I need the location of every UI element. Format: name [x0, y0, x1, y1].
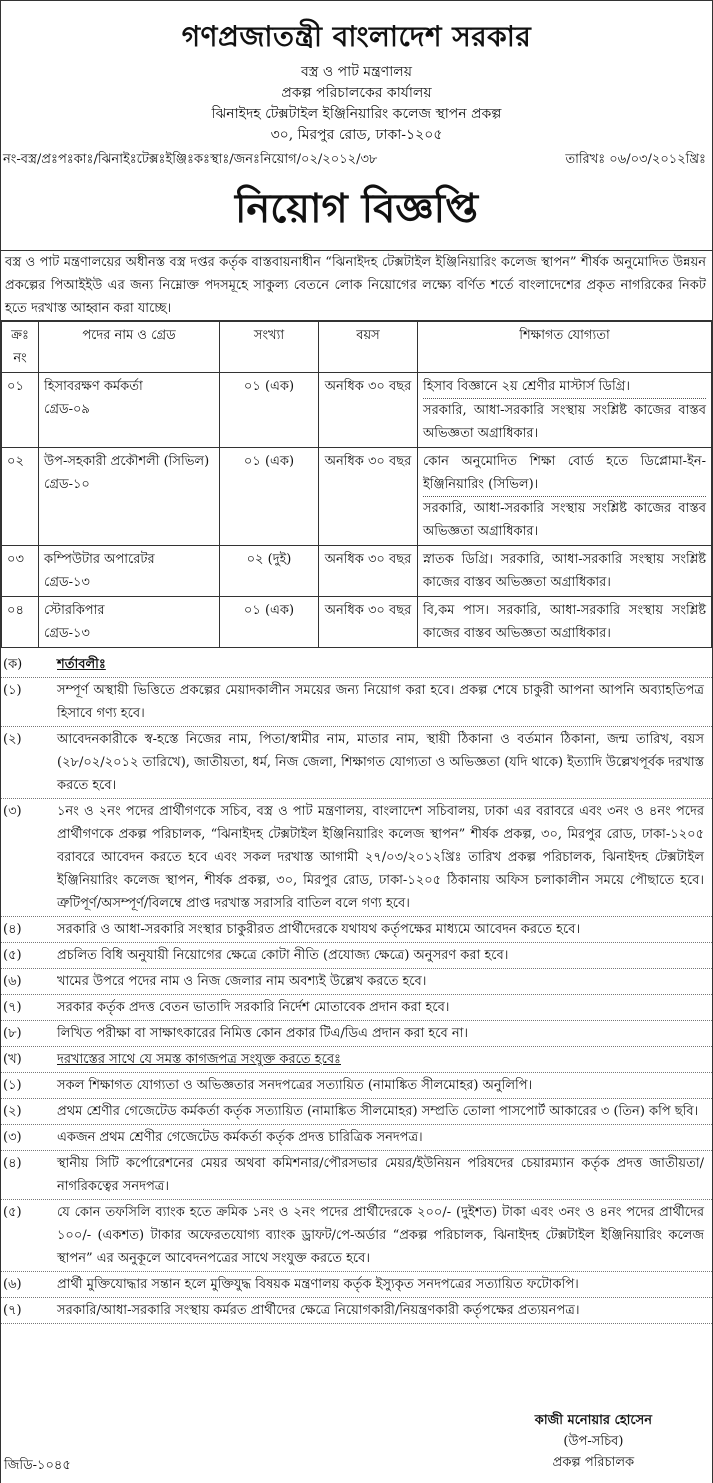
col-header-post: পদের নাম ও গ্রেড	[39, 322, 220, 373]
condition-item	[1, 799, 712, 917]
cell-serial: ০৪	[2, 597, 39, 648]
post-name: হিসাবরক্ষণ কর্মকর্তা	[44, 379, 143, 394]
letterhead	[1, 15, 712, 146]
condition-item	[1, 1021, 712, 1047]
item-number: (৫)	[3, 1205, 22, 1220]
cell-age: অনধিক ৩০ বছর	[319, 373, 418, 448]
attachment-item	[1, 1099, 712, 1125]
item-text: প্রচলিত বিধি অনুযায়ী নিয়োগের ক্ষেত্রে কোটা নীতি (প্রযোজ্য ক্ষেত্রে) অনুসরণ করা হবে।	[57, 948, 509, 963]
item-text: যে কোন তফসিলি ব্যাংক হতে ক্রমিক ১নং ও ২নং পদের প্রার্থীদেরকে ২০০/- (দুইশত) টাকা এবং ৩নং ও ৪নং পদের প্রার্থীদের ১০০/- (একশত) টাকার অফেরতযোগ্য ব্যাংক ড্রাফট/পে-অর্ডার “প্রকল্প পরিচালক, ঝিনাইদহ টেক্সটাইল ইঞ্জিনিয়ারিং কলেজ স্থাপন” এর অনুকূলে আবেদনপত্রের সাথে সংযুক্ত করতে হবে।	[57, 1205, 704, 1266]
table-row	[2, 597, 712, 648]
post-name: কম্পিউটার অপারেটর	[44, 552, 155, 567]
cell-post	[39, 373, 220, 448]
cell-qualification	[418, 448, 712, 546]
post-grade: গ্রেড-০৯	[44, 402, 90, 417]
conditions-section	[1, 652, 712, 1324]
item-text: ১নং ও ২নং পদের প্রার্থীগণকে সচিব, বস্ত্র ও পাট মন্ত্রণালয়, বাংলাদেশ সচিবালয়, ঢাকা এর বরাবরে এবং ৩নং ও ৪নং পদের প্রার্থীগণকে প্রকল্প পরিচালক, “ঝিনাইদহ টেক্সটাইল ইঞ্জিনিয়ারিং কলেজ স্থাপন” শীর্ষক প্রকল্প, ৩০, মিরপুর রোড, ঢাকা-১২০৫ বরাবরে আবেদন করতে হবে এবং সকল দরখাস্ত আগামী ২৭/০৩/২০১২খ্রিঃ তারিখ প্রকল্প পরিচালক, ঝিনাইদহ টেক্সটাইল ইঞ্জিনিয়ারিং কলেজ স্থাপন, শীর্ষক প্রকল্প, ৩০, মিরপুর রোড, ঢাকা-১২০৫ ঠিকানায় অফিস চলাকালীন সময়ে পৌছাতে হবে। ত্রুটিপূর্ণ/অসম্পূর্ণ/বিলম্বে প্রাপ্ত দরখাস্ত সরাসরি বাতিল বলে গণ্য হবে।	[57, 804, 704, 911]
office-address: ৩০, মিরপুর রোড, ঢাকা-১২০৫	[270, 127, 443, 143]
item-text: সরকারি/আধা-সরকারি সংস্থায় কর্মরত প্রার্থীদের ক্ষেত্রে নিয়োগকারী/নিয়ন্ত্রণকারী কর্তৃপক্ষের প্রত্যয়নপত্র।	[57, 1303, 580, 1318]
item-text: প্রার্থী মুক্তিযোদ্ধার সন্তান হলে মুক্তিযুদ্ধ বিষয়ক মন্ত্রণালয় কর্তৃক ইস্যুকৃত সনদপত্রের সত্যায়িত ফটোকপি।	[57, 1277, 579, 1292]
intro-paragraph: বস্ত্র ও পাট মন্ত্রণালয়ের অধীনস্ত বস্ত্র দপ্তর কর্তৃক বাস্তবায়নাধীন “ঝিনাইদহ টেক্সটাইল ইঞ্জিনিয়ারিং কলেজ স্থাপন” শীর্ষক অনুমোদিত উন্নয়ন প্রকল্পের পিআইইউ এর জন্য নিম্নোক্ত পদসমূহে সাকুল্য বেতনে লোক নিয়োগের লক্ষ্যে বর্ণিত শর্তে বাংলাদেশের প্রকৃত নাগরিকের নিকট হতে দরখাস্ত আহ্বান করা যাচ্ছে।	[1, 250, 712, 321]
item-number: (১)	[3, 1078, 22, 1093]
item-number: (৪)	[3, 1156, 22, 1171]
item-number: (৬)	[3, 1277, 22, 1292]
posts-table	[1, 321, 712, 648]
condition-item	[1, 727, 712, 799]
condition-item	[1, 969, 712, 995]
table-row	[2, 448, 712, 546]
item-number: (৮)	[3, 1026, 22, 1041]
cell-post	[39, 597, 220, 648]
cell-post	[39, 546, 220, 597]
ministry-name: বস্ত্র ও পাট মন্ত্রণালয়	[301, 64, 412, 80]
office-name: প্রকল্প পরিচালকের কার্যালয়	[281, 85, 432, 101]
cell-age: অনধিক ৩০ বছর	[319, 448, 418, 546]
item-number: (১)	[3, 683, 22, 698]
government-title: গণপ্রজাতন্ত্রী বাংলাদেশ সরকার	[181, 20, 532, 53]
item-text: সম্পূর্ণ অস্থায়ী ভিত্তিতে প্রকল্পের মেয়াদকালীন সময়ের জন্য নিয়োগ করা হবে। প্রকল্প শেষে চাকুরী আপনা আপনি অব্যাহতিপত্র হিসাবে গণ্য হবে।	[57, 683, 704, 721]
col-header-serial: ক্রঃ নং	[2, 322, 39, 373]
item-number: (৩)	[3, 1130, 22, 1145]
memo-number: নং-বস্ত্র/প্রঃপঃকাঃ/ঝিনাইঃটেক্সঃইঞ্জিঃকঃস্থাঃ/জনঃনিয়োগ/০২/২০১২/৩৮	[3, 152, 378, 167]
cell-count: ০১ (এক)	[220, 597, 319, 648]
item-text: খামের উপরে পদের নাম ও নিজ জেলার নাম অবশ্যই উল্লেখ করতে হবে।	[57, 974, 427, 989]
attachments-list	[1, 1073, 712, 1324]
item-text: একজন প্রথম শ্রেণীর গেজেটেড কর্মকর্তা কর্তৃক প্রদত্ত চারিত্রিক সনদপত্র।	[57, 1130, 423, 1145]
condition-item	[1, 917, 712, 943]
project-name: ঝিনাইদহ টেক্সটাইল ইঞ্জিনিয়ারিং কলেজ স্থাপন প্রকল্প	[211, 106, 502, 122]
signatory-role: প্রকল্প পরিচালক	[552, 1455, 635, 1470]
qualification-line: সরকারি, আধা-সরকারি সংস্থায় সংশ্লিষ্ট কাজের বাস্তব অভিজ্ঞতা অগ্রাধিকার।	[423, 403, 706, 441]
section-title: দরখাস্তের সাথে যে সমস্ত কাগজপত্র সংযুক্ত করতে হবেঃ	[57, 1052, 341, 1067]
col-header-count: সংখ্যা	[220, 322, 319, 373]
qualification-line: কোন অনুমোদিত শিক্ষা বোর্ড হতে ডিপ্লোমা-ইন-ইঞ্জিনিয়ারিং (সিভিল)।	[423, 454, 706, 492]
item-number: (২)	[3, 1104, 22, 1119]
conditions-list	[1, 678, 712, 1047]
cell-count: ০২ (দুই)	[220, 546, 319, 597]
cell-age: অনধিক ৩০ বছর	[319, 546, 418, 597]
post-grade: গ্রেড-১৩	[44, 626, 90, 641]
item-text: স্থানীয় সিটি কর্পোরেশনের মেয়র অথবা কমিশনার/পৌরসভার মেয়র/ইউনিয়ন পরিষদের চেয়ারম্যান কর্তৃক প্রদত্ত জাতীয়তা/নাগরিকত্বের সনদপত্র।	[57, 1156, 704, 1194]
condition-item	[1, 678, 712, 727]
item-number: (৭)	[3, 1303, 22, 1318]
post-grade: গ্রেড-১০	[44, 477, 90, 492]
attachment-item	[1, 1298, 712, 1324]
cell-age: অনধিক ৩০ বছর	[319, 597, 418, 648]
item-number: (২)	[3, 732, 22, 747]
condition-item	[1, 943, 712, 969]
page-title: নিয়োগ বিজ্ঞপ্তি	[234, 185, 478, 232]
memo-line	[1, 150, 712, 171]
attachments-heading	[1, 1047, 712, 1073]
item-text: সরকার কর্তৃক প্রদত্ত বেতন ভাতাদি সরকারি নির্দেশ মোতাবেক প্রদান করা হবে।	[57, 1000, 450, 1015]
cell-serial: ০১	[2, 373, 39, 448]
item-number: (৬)	[3, 974, 22, 989]
item-text: প্রথম শ্রেণীর গেজেটেড কর্মকর্তা কর্তৃক সত্যায়িত (নামাঙ্কিত সীলমোহর) সম্প্রতি তোলা পাসপোর্ট আকারের ৩ (তিন) কপি ছবি।	[57, 1104, 699, 1119]
cell-serial: ০৩	[2, 546, 39, 597]
section-label: (ক)	[3, 657, 23, 672]
cell-count: ০১ (এক)	[220, 373, 319, 448]
post-grade: গ্রেড-১৩	[44, 575, 90, 590]
conditions-heading	[1, 652, 712, 678]
memo-date: তারিখঃ ০৬/০৩/২০১২খ্রিঃ	[565, 152, 706, 167]
item-text: সরকারি ও আধা-সরকারি সংস্থার চাকুরীরত প্রার্থীদেরকে যথাযথ কর্তৃপক্ষের মাধ্যমে আবেদন করতে হবে।	[57, 922, 581, 937]
cell-qualification	[418, 373, 712, 448]
condition-item	[1, 995, 712, 1021]
signature-block	[535, 1410, 652, 1473]
item-text: আবেদনকারীকে স্ব-হস্তে নিজের নাম, পিতা/স্বামীর নাম, মাতার নাম, স্থায়ী ঠিকানা ও বর্তমান ঠিকানা, জন্ম তারিখ, বয়স (২৮/০২/২০১২ তারিখে), জাতীয়তা, ধর্ম, নিজ জেলা, শিক্ষাগত যোগ্যতা ও অভিজ্ঞতা (যদি থাকে) ইত্যাদি উল্লেখপূর্বক দরখাস্ত করতে হবে।	[57, 732, 704, 793]
cell-count: ০১ (এক)	[220, 448, 319, 546]
attachment-item	[1, 1073, 712, 1099]
qualification-line: সরকারি, আধা-সরকারি সংস্থায় সংশ্লিষ্ট কাজের বাস্তব অভিজ্ঞতা অগ্রাধিকার।	[423, 501, 706, 539]
col-header-age: বয়স	[319, 322, 418, 373]
attachment-item	[1, 1200, 712, 1272]
item-text: লিখিত পরীক্ষা বা সাক্ষাৎকারের নিমিত্ত কোন প্রকার টিএ/ডিএ প্রদান করা হবে না।	[57, 1026, 468, 1041]
item-text: সকল শিক্ষাগত যোগ্যতা ও অভিজ্ঞতার সনদপত্রের সত্যায়িত (নামাঙ্কিত সীলমোহর) অনুলিপি।	[57, 1078, 533, 1093]
table-row	[2, 546, 712, 597]
qualification-line: হিসাব বিজ্ঞানে ২য় শ্রেণীর মাস্টার্স ডিগ্রি।	[423, 379, 631, 394]
section-title: শর্তাবলীঃ	[57, 657, 106, 672]
cell-serial: ০২	[2, 448, 39, 546]
section-label: (খ)	[3, 1052, 22, 1067]
item-number: (৫)	[3, 948, 22, 963]
item-number: (৪)	[3, 922, 22, 937]
attachment-item	[1, 1272, 712, 1298]
table-header-row	[2, 322, 712, 373]
item-number: (৩)	[3, 804, 22, 819]
signatory-name: কাজী মনোয়ার হোসেন	[534, 1413, 652, 1428]
cell-qualification: বি,কম পাস। সরকারি, আধা-সরকারি সংস্থায় সংশ্লিষ্ট কাজের বাস্তব অভিজ্ঞতা অগ্রাধিকার।	[418, 597, 712, 648]
signatory-designation: (উপ-সচিব)	[563, 1434, 624, 1449]
item-number: (৭)	[3, 1000, 22, 1015]
col-header-qualification: শিক্ষাগত যোগ্যতা	[418, 322, 712, 373]
footer-code: জিডি-১০৪৫	[4, 1458, 71, 1473]
table-row	[2, 373, 712, 448]
cell-qualification: স্নাতক ডিগ্রি। সরকারি, আধা-সরকারি সংস্থায় সংশ্লিষ্ট কাজের বাস্তব অভিজ্ঞতা অগ্রাধিকার।	[418, 546, 712, 597]
attachment-item	[1, 1125, 712, 1151]
post-name: উপ-সহকারী প্রকৌশলী (সিভিল)	[44, 454, 210, 469]
post-name: স্টোরকিপার	[44, 603, 105, 618]
cell-post	[39, 448, 220, 546]
attachment-item	[1, 1151, 712, 1200]
